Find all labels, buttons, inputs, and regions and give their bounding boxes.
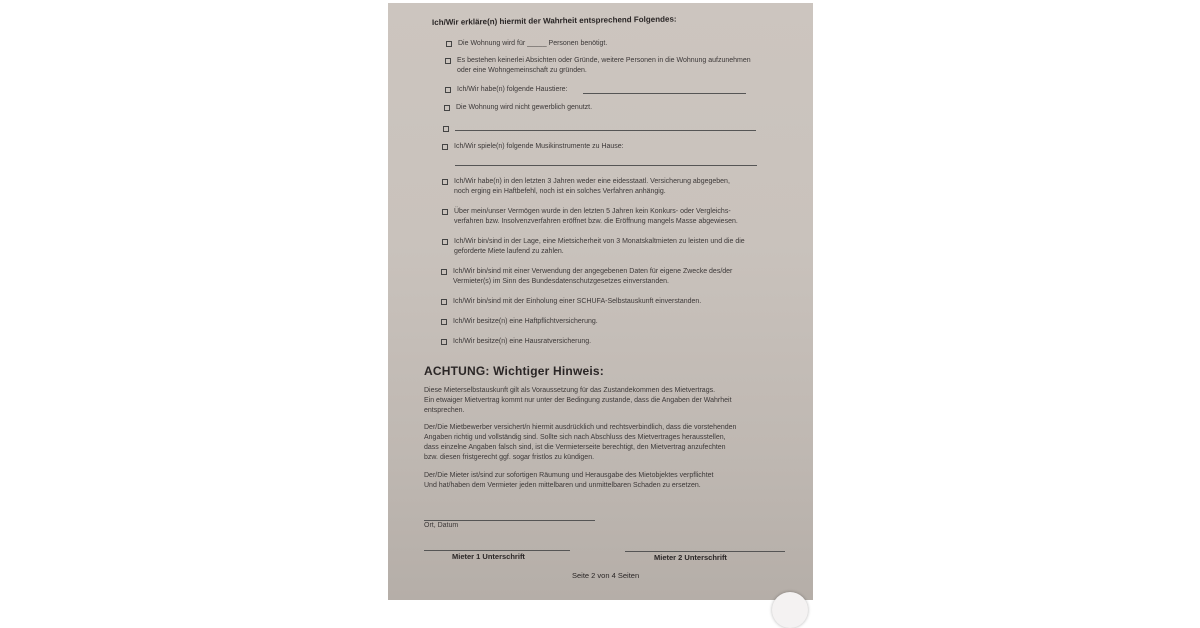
checkbox[interactable]	[442, 179, 448, 185]
floating-action-button[interactable]	[772, 592, 808, 628]
checkbox[interactable]	[445, 87, 451, 93]
blank-fill-line	[455, 130, 756, 131]
checklist-item: Es bestehen keinerlei Absichten oder Gründe, weitere Personen in die Wohnung aufzunehmen oder eine Wohngemeinschaft zu gründen.	[457, 56, 751, 76]
checklist-item: Ich/Wir spiele(n) folgende Musikinstrumente zu Hause:	[454, 142, 624, 152]
checklist-item: Über mein/unser Vermögen wurde in den letzten 5 Jahren kein Konkurs- oder Vergleichs- verfahren bzw. Insolvenzverfahren eröffnet bzw. die Eröffnung mangels Masse abgewiesen.	[454, 207, 738, 227]
checkbox[interactable]	[443, 126, 449, 132]
tenant2-signature-label: Mieter 2 Unterschrift	[654, 553, 727, 562]
checkbox[interactable]	[446, 41, 452, 47]
checkbox[interactable]	[442, 144, 448, 150]
checklist-item: Die Wohnung wird nicht gewerblich genutzt.	[456, 103, 592, 113]
checklist-item: Ich/Wir bin/sind mit einer Verwendung der angegebenen Daten für eigene Zwecke des/der Vermieter(s) im Sinn des Bundesdatenschutzgesetzes einverstanden.	[453, 267, 732, 287]
checklist-item: Ich/Wir habe(n) folgende Haustiere:	[457, 85, 568, 95]
tenant1-signature-line	[424, 550, 570, 551]
declaration-title: Ich/Wir erkläre(n) hiermit der Wahrheit entsprechend Folgendes:	[431, 14, 677, 27]
document-photo	[388, 3, 813, 600]
checkbox[interactable]	[442, 239, 448, 245]
place-date-label: Ort, Datum	[424, 522, 459, 529]
warning-heading: ACHTUNG: Wichtiger Hinweis:	[424, 364, 604, 378]
checklist-item: Ich/Wir bin/sind in der Lage, eine Mietsicherheit von 3 Monatskaltmieten zu leisten und die die geforderte Miete laufend zu zahlen.	[454, 237, 745, 257]
pets-fill-line	[583, 93, 746, 94]
page-number: Seite 2 von 4 Seiten	[572, 571, 640, 580]
checkbox[interactable]	[444, 105, 450, 111]
instruments-fill-line	[455, 165, 757, 166]
notice-paragraph-2: Der/Die Mietbewerber versichert/n hiermit ausdrücklich und rechtsverbindlich, dass die vorstehenden Angaben richtig und vollständig sind. Sollte sich nach Abschluss des Mietvertrages herausstellen, dass einzelne Angaben falsch sind, ist die Vermieterseite berechtigt, den Mietvertrag anzufechten bzw. diesen fristgerecht ggf. sogar fristlos zu kündigen.	[424, 424, 737, 461]
checkbox[interactable]	[441, 299, 447, 305]
checkbox[interactable]	[441, 319, 447, 325]
checklist-item: Ich/Wir habe(n) in den letzten 3 Jahren weder eine eidesstaatl. Versicherung abgegeben, noch erging ein Haftbefehl, noch ist ein solches Verfahren anhängig.	[454, 177, 730, 197]
checklist-item: Ich/Wir bin/sind mit der Einholung einer SCHUFA-Selbstauskunft einverstanden.	[453, 297, 701, 307]
checkbox[interactable]	[441, 269, 447, 275]
checklist-item: Ich/Wir besitze(n) eine Hausratversicherung.	[453, 337, 591, 347]
tenant1-signature-label: Mieter 1 Unterschrift	[452, 552, 525, 561]
checkbox[interactable]	[442, 209, 448, 215]
checklist-item: Die Wohnung wird für _____ Personen benötigt.	[458, 39, 607, 49]
checkbox[interactable]	[441, 339, 447, 345]
tenant2-signature-line	[625, 551, 785, 552]
place-date-line	[424, 520, 595, 521]
checkbox[interactable]	[445, 58, 451, 64]
document-page	[388, 3, 813, 600]
notice-paragraph-3: Der/Die Mieter ist/sind zur sofortigen Räumung und Herausgabe des Mietobjektes verpflichtet Und hat/haben dem Vermieter jeden mittelbaren und unmittelbaren Schaden zu ersetzen.	[424, 472, 714, 489]
notice-paragraph-1: Diese Mieterselbstauskunft gilt als Voraussetzung für das Zustandekommen des Mietvertrags. Ein etwaiger Mietvertrag kommt nur unter der Bedingung zustande, dass die Angaben der Wahrheit entsprechen.	[424, 387, 732, 414]
checklist-item: Ich/Wir besitze(n) eine Haftpflichtversicherung.	[453, 317, 598, 327]
